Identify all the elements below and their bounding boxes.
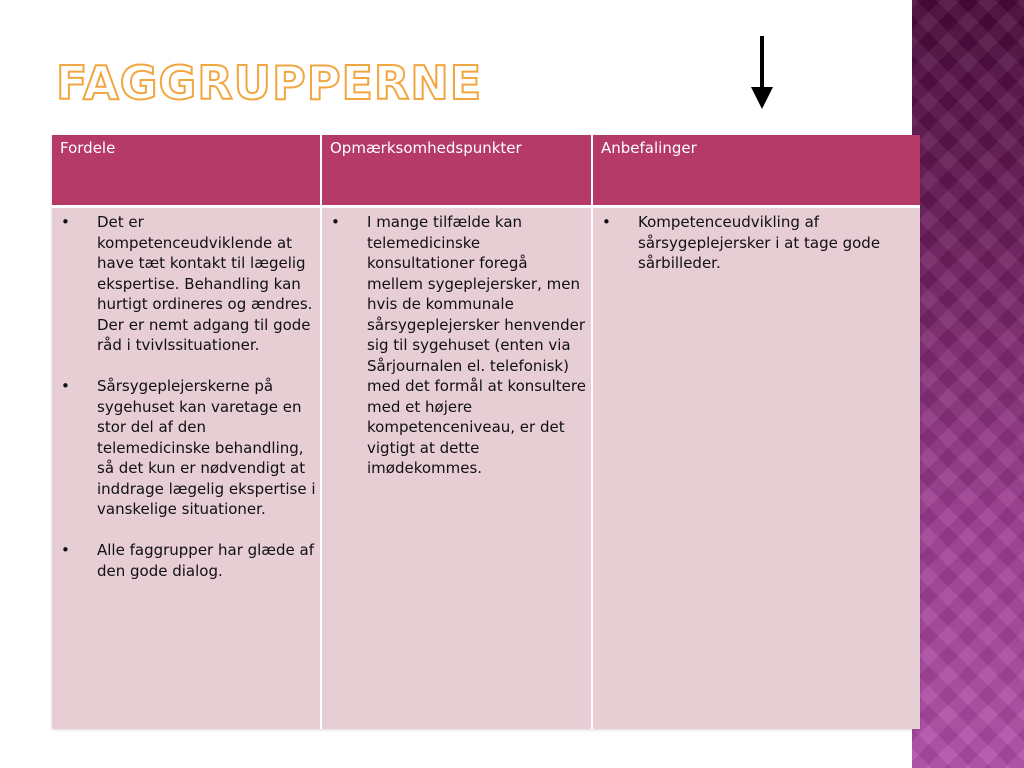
list-item: • Det er kompetenceudviklende at have tæt kontakt til lægelig ekspertise. Behandling kan hurtigt ordineres og ændres. Der er nemt adgang til gode råd i tvivlssituationer. — [58, 212, 316, 356]
list-item: • Alle faggrupper har glæde af den gode dialog. — [58, 540, 316, 581]
cell-anbefalinger — [592, 207, 920, 730]
bullet-list — [599, 212, 916, 274]
list-item: • I mange tilfælde kan telemedicinske konsultationer foregå mellem sygeplejersker, men hvis de kommunale sårsygeplejersker henvender sig til sygehuset (enten via Sårjournalen el. telefonisk) med det formål at konsultere med et højere kompetenceniveau, er det vigtigt at dette imødekommes. — [328, 212, 587, 479]
header-anbefalinger: Anbefalinger — [592, 135, 920, 207]
cell-fordele — [52, 207, 321, 730]
list-item: • Kompetenceudvikling af sårsygeplejersker i at tage gode sårbilleder. — [599, 212, 916, 274]
down-arrow-icon — [750, 36, 774, 110]
bullet-list — [328, 212, 587, 479]
header-opmaerksomhedspunkter: Opmærksomhedspunkter — [321, 135, 592, 207]
comparison-table — [52, 135, 920, 729]
header-fordele: Fordele — [52, 135, 321, 207]
decorative-side-band — [912, 0, 1024, 768]
header-row — [52, 135, 920, 207]
content-row — [52, 207, 920, 730]
bullet-list — [58, 212, 316, 581]
cell-opmaerksomhedspunkter — [321, 207, 592, 730]
list-item: • Sårsygeplejerskerne på sygehuset kan varetage en stor del af den telemedicinske behandling, så det kun er nødvendigt at inddrage lægelig ekspertise i vanskelige situationer. — [58, 376, 316, 520]
slide-title: FAGGRUPPERNE — [56, 56, 483, 110]
